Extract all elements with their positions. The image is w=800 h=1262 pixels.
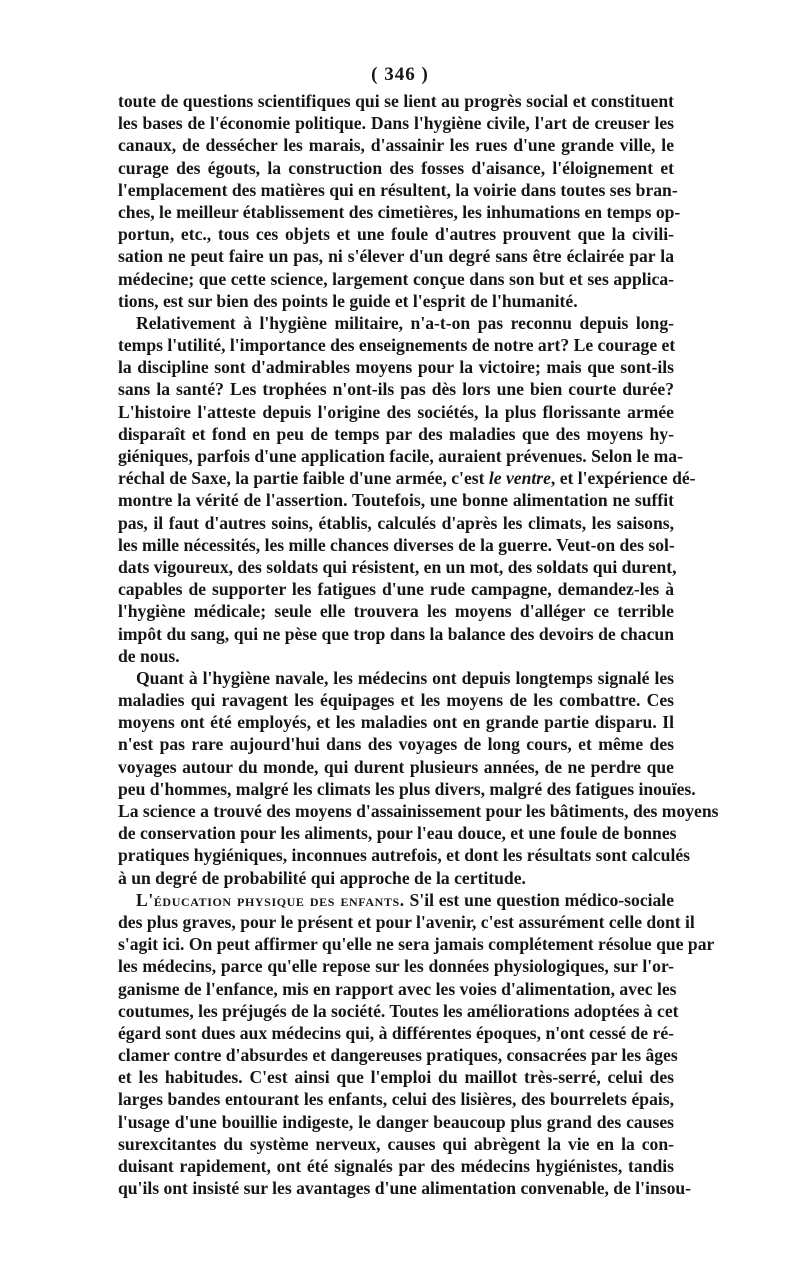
text-line: pas, il faut d'autres soins, établis, calculés d'après les climats, les saisons, [118, 512, 674, 533]
italic-phrase: le ventre [488, 468, 551, 489]
text-line: La science a trouvé des moyens d'assainissement pour les bâtiments, des moyens [118, 801, 719, 821]
text-line: disparaît et fond en peu de temps par des maladies que des moyens hy- [118, 423, 674, 444]
text-line: la discipline sont d'admirables moyens pour la victoire; mais que sont-ils [118, 357, 674, 378]
text-line: montre la vérité de l'assertion. Toutefois, une bonne alimentation ne suffit [118, 490, 674, 511]
text-line: ganisme de l'enfance, mis en rapport avec les voies d'alimentation, avec les [118, 978, 677, 999]
text-line: curage des égouts, la construction des fosses d'aisance, l'éloignement et [118, 157, 674, 178]
text-line: à un degré de probabilité qui approche de la certitude. [118, 867, 526, 888]
text-line: Relativement à l'hygiène militaire, n'a-t-on pas reconnu depuis long- [136, 312, 674, 333]
text-line: impôt du sang, qui ne pèse que trop dans la balance des devoirs de chacun [118, 623, 674, 644]
text-line: coutumes, les préjugés de la société. Toutes les améliorations adoptées à cet [118, 1000, 679, 1021]
text-line: sation ne peut faire un pas, ni s'élever d'un degré sans être éclairée par la [118, 246, 674, 267]
text-line: moyens ont été employés, et les maladies ont en grande partie disparu. Il [118, 712, 674, 733]
text-line: l'emplacement des matières qui en résultent, la voirie dans toutes ses bran- [118, 179, 678, 200]
text-line: les bases de l'économie politique. Dans l'hygiène civile, l'art de creuser les [118, 113, 674, 134]
text-line: surexcitantes du système nerveux, causes qui abrègent la vie en la con- [118, 1133, 674, 1154]
text-line: dats vigoureux, des soldats qui résistent, en un mot, des soldats qui durent, [118, 556, 677, 577]
text-line: ches, le meilleur établissement des cimetières, les inhumations en temps op- [118, 201, 681, 222]
text-line: égard sont dues aux médecins qui, à différentes époques, n'ont cessé de ré- [118, 1022, 674, 1043]
text-line: clamer contre d'absurdes et dangereuses pratiques, consacrées par les âges [118, 1045, 678, 1066]
text-line: pratiques hygiéniques, inconnues autrefois, et dont les résultats sont calculés [118, 845, 690, 866]
paragraph-military-hygiene [118, 312, 696, 667]
text-line: sans la santé? Les trophées n'ont-ils pas dès lors une bien courte durée? [118, 379, 674, 400]
text-line: de nous. [118, 645, 180, 666]
page-body [118, 90, 719, 1199]
text-line: larges bandes entourant les enfants, celui des lisières, des bourrelets épais, [118, 1089, 674, 1110]
text-line: canaux, de dessécher les marais, d'assainir les rues d'une grande ville, le [118, 135, 674, 156]
text-line [118, 889, 674, 911]
paragraph-civil-hygiene [118, 90, 681, 312]
text-line: giéniques, parfois d'une application facile, auraient prévenues. Selon le ma- [118, 446, 683, 466]
text-line: voyages autour du monde, qui durent plusieurs années, de ne perdre que [118, 756, 674, 777]
text-line: les médecins, parce qu'elle repose sur les données physiologiques, sur l'or- [118, 956, 674, 977]
text-line: temps l'utilité, l'importance des enseignements de notre art? Le courage et [118, 335, 676, 356]
page-number: ( 346 ) [371, 64, 429, 85]
text-fragment: S'il est une question médico-sociale [404, 889, 675, 910]
text-line: médecine; que cette science, largement conçue dans son but et ses applica- [118, 268, 674, 289]
text-line: duisant rapidement, ont été signalés par des médecins hygiénistes, tandis [118, 1156, 674, 1176]
text-line: L'histoire l'atteste depuis l'origine des sociétés, la plus florissante armée [118, 401, 674, 422]
text-line: l'hygiène médicale; seule elle trouvera les moyens d'alléger ce terrible [118, 601, 674, 622]
text-line-with-italic: réchal de Saxe, la partie faible d'une armée, c'est le ventre, et l'expérience dé- [118, 468, 696, 489]
text-line: et les habitudes. C'est ainsi que l'emploi du maillot très-serré, celui des [118, 1067, 674, 1088]
text-line: de conservation pour les aliments, pour l'eau douce, et une foule de bonnes [118, 823, 677, 844]
text-line: Quant à l'hygiène navale, les médecins ont depuis longtemps signalé les [136, 667, 674, 688]
text-line: l'usage d'une bouillie indigeste, le danger beaucoup plus grand des causes [118, 1111, 674, 1132]
text-line: maladies qui ravagent les équipages et les moyens de les combattre. Ces [118, 690, 674, 711]
text-line: capables de supporter les fatigues d'une rude campagne, demandez-les à [118, 579, 674, 600]
paragraph-physical-education [118, 889, 715, 1200]
paragraph-naval-hygiene [118, 667, 719, 889]
text-line: s'agit ici. On peut affirmer qu'elle ne sera jamais complétement résolue que par [118, 934, 715, 955]
text-line: peu d'hommes, malgré les climats les plus divers, malgré des fatigues inouïes. [118, 778, 696, 799]
section-heading: L'éducation physique des enfants. [136, 889, 405, 910]
text-line: des plus graves, pour le présent et pour l'avenir, c'est assurément celle dont il [118, 911, 695, 932]
text-line: n'est pas rare aujourd'hui dans des voyages de long cours, et même des [118, 734, 674, 755]
text-line: tions, est sur bien des points le guide et l'esprit de l'humanité. [118, 290, 578, 311]
text-line: portun, etc., tous ces objets et une foule d'autres prouvent que la civili- [118, 224, 674, 245]
text-line: toute de questions scientifiques qui se lient au progrès social et constituent [118, 91, 674, 111]
text-line: les mille nécessités, les mille chances diverses de la guerre. Veut-on des sol- [118, 534, 675, 555]
text-line: qu'ils ont insisté sur les avantages d'une alimentation convenable, de l'insou- [118, 1178, 692, 1199]
